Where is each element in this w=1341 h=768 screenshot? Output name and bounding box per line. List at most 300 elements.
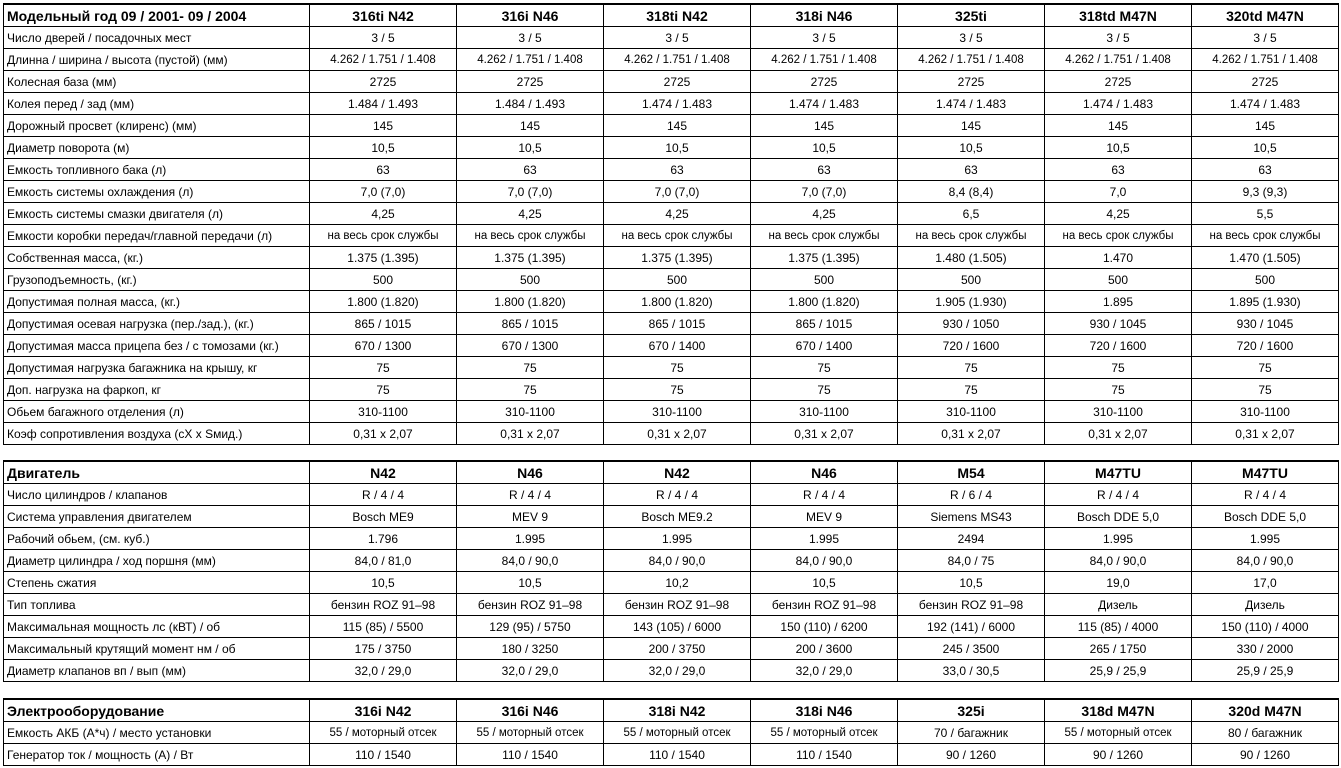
cell-value: 145 [1192, 115, 1339, 137]
cell-value: 63 [1192, 159, 1339, 181]
row-label: Длинна / ширина / высота (пустой) (мм) [4, 49, 310, 71]
cell-value: 75 [1045, 379, 1192, 401]
cell-value: 63 [457, 159, 604, 181]
cell-value: 3 / 5 [604, 27, 751, 49]
cell-value: 2725 [604, 71, 751, 93]
column-header: M47TU [1192, 461, 1339, 484]
cell-value: 115 (85) / 5500 [310, 616, 457, 638]
cell-value: 1.470 [1045, 247, 1192, 269]
column-header: 316ti N42 [310, 4, 457, 27]
cell-value: 865 / 1015 [457, 313, 604, 335]
cell-value: 265 / 1750 [1045, 638, 1192, 660]
cell-value: 145 [310, 115, 457, 137]
cell-value: 75 [604, 357, 751, 379]
table-row [4, 203, 1339, 225]
column-header: 318d M47N [1045, 699, 1192, 722]
row-label: Рабочий обьем, (см. куб.) [4, 528, 310, 550]
row-label: Собственная масса, (кг.) [4, 247, 310, 269]
cell-value: 310-1100 [310, 401, 457, 423]
table-header-row [4, 699, 1339, 722]
table-row [4, 616, 1339, 638]
row-label: Коэф сопротивления воздуха (cX x Sмид.) [4, 423, 310, 445]
cell-value: 5,5 [1192, 203, 1339, 225]
column-header: N42 [310, 461, 457, 484]
cell-value: на весь срок службы [1045, 225, 1192, 247]
table-row [4, 401, 1339, 423]
cell-value: 10,5 [310, 572, 457, 594]
cell-value: 670 / 1400 [604, 335, 751, 357]
cell-value: бензин ROZ 91–98 [898, 594, 1045, 616]
cell-value: 0,31 x 2,07 [1045, 423, 1192, 445]
row-label: Степень сжатия [4, 572, 310, 594]
cell-value: R / 6 / 4 [898, 484, 1045, 506]
cell-value: 1.474 / 1.483 [604, 93, 751, 115]
cell-value: 4,25 [604, 203, 751, 225]
column-header: 316i N46 [457, 699, 604, 722]
cell-value: 25,9 / 25,9 [1045, 660, 1192, 682]
cell-value: R / 4 / 4 [1045, 484, 1192, 506]
cell-value: 1.470 (1.505) [1192, 247, 1339, 269]
cell-value: Siemens MS43 [898, 506, 1045, 528]
cell-value: 70 / багажник [898, 722, 1045, 744]
cell-value: 2725 [310, 71, 457, 93]
table-row [4, 159, 1339, 181]
table-row [4, 506, 1339, 528]
cell-value: 4.262 / 1.751 / 1.408 [457, 49, 604, 71]
cell-value: 1.474 / 1.483 [1045, 93, 1192, 115]
table-row [4, 638, 1339, 660]
cell-value: 145 [751, 115, 898, 137]
cell-value: MEV 9 [751, 506, 898, 528]
cell-value: 1.474 / 1.483 [751, 93, 898, 115]
row-label: Грузоподъемность, (кг.) [4, 269, 310, 291]
row-label: Емкость системы смазки двигателя (л) [4, 203, 310, 225]
row-label: Система управления двигателем [4, 506, 310, 528]
cell-value: 1.800 (1.820) [604, 291, 751, 313]
cell-value: 1.995 [751, 528, 898, 550]
cell-value: 10,5 [457, 572, 604, 594]
cell-value: 145 [604, 115, 751, 137]
column-header: M47TU [1045, 461, 1192, 484]
cell-value: 670 / 1400 [751, 335, 898, 357]
row-label: Максимальный крутящий момент нм / об [4, 638, 310, 660]
cell-value: 90 / 1260 [898, 744, 1045, 766]
cell-value: 1.375 (1.395) [604, 247, 751, 269]
cell-value: 32,0 / 29,0 [604, 660, 751, 682]
cell-value: 6,5 [898, 203, 1045, 225]
cell-value: 865 / 1015 [310, 313, 457, 335]
cell-value: 1.375 (1.395) [310, 247, 457, 269]
cell-value: 3 / 5 [898, 27, 1045, 49]
cell-value: 110 / 1540 [604, 744, 751, 766]
column-header: 318i N46 [751, 699, 898, 722]
row-label: Колея перед / зад (мм) [4, 93, 310, 115]
cell-value: 4,25 [1045, 203, 1192, 225]
cell-value: 3 / 5 [310, 27, 457, 49]
column-header: 316i N46 [457, 4, 604, 27]
cell-value: 670 / 1300 [310, 335, 457, 357]
cell-value: бензин ROZ 91–98 [604, 594, 751, 616]
cell-value: 310-1100 [751, 401, 898, 423]
column-header: 325ti [898, 4, 1045, 27]
cell-value: 1.796 [310, 528, 457, 550]
section-title: Двигатель [4, 461, 310, 484]
cell-value: MEV 9 [457, 506, 604, 528]
cell-value: бензин ROZ 91–98 [457, 594, 604, 616]
cell-value: 670 / 1300 [457, 335, 604, 357]
cell-value: R / 4 / 4 [751, 484, 898, 506]
cell-value: 10,5 [1192, 137, 1339, 159]
row-label: Допустимая полная масса, (кг.) [4, 291, 310, 313]
cell-value: 865 / 1015 [604, 313, 751, 335]
cell-value: 75 [604, 379, 751, 401]
cell-value: 245 / 3500 [898, 638, 1045, 660]
cell-value: 150 (110) / 6200 [751, 616, 898, 638]
cell-value: 1.995 [1192, 528, 1339, 550]
cell-value: 75 [898, 379, 1045, 401]
cell-value: 55 / моторный отсек [1045, 722, 1192, 744]
cell-value: 500 [310, 269, 457, 291]
row-label: Емкости коробки передач/главной передачи (л) [4, 225, 310, 247]
cell-value: 200 / 3750 [604, 638, 751, 660]
row-label: Генератор ток / мощность (А) / Вт [4, 744, 310, 766]
cell-value: на весь срок службы [310, 225, 457, 247]
cell-value: 75 [457, 357, 604, 379]
cell-value: бензин ROZ 91–98 [751, 594, 898, 616]
cell-value: Bosch ME9 [310, 506, 457, 528]
cell-value: 4.262 / 1.751 / 1.408 [604, 49, 751, 71]
cell-value: 930 / 1045 [1192, 313, 1339, 335]
cell-value: 0,31 x 2,07 [310, 423, 457, 445]
cell-value: 33,0 / 30,5 [898, 660, 1045, 682]
cell-value: 9,3 (9,3) [1192, 181, 1339, 203]
cell-value: Bosch DDE 5,0 [1192, 506, 1339, 528]
cell-value: R / 4 / 4 [310, 484, 457, 506]
column-header: 318td M47N [1045, 4, 1192, 27]
cell-value: 3 / 5 [1045, 27, 1192, 49]
table-row [4, 93, 1339, 115]
cell-value: бензин ROZ 91–98 [310, 594, 457, 616]
column-header: 318i N42 [604, 699, 751, 722]
section-title: Модельный год 09 / 2001- 09 / 2004 [4, 4, 310, 27]
cell-value: 55 / моторный отсек [604, 722, 751, 744]
cell-value: 84,0 / 81,0 [310, 550, 457, 572]
cell-value: 1.800 (1.820) [751, 291, 898, 313]
table-row [4, 572, 1339, 594]
row-label: Число дверей / посадочных мест [4, 27, 310, 49]
cell-value: 500 [604, 269, 751, 291]
cell-value: R / 4 / 4 [604, 484, 751, 506]
cell-value: 145 [457, 115, 604, 137]
row-label: Допустимая осевая нагрузка (пер./зад.), (кг.) [4, 313, 310, 335]
electrical-specs-table [3, 698, 1339, 766]
cell-value: 10,5 [310, 137, 457, 159]
cell-value: на весь срок службы [898, 225, 1045, 247]
column-header: N42 [604, 461, 751, 484]
cell-value: на весь срок службы [1192, 225, 1339, 247]
cell-value: 90 / 1260 [1045, 744, 1192, 766]
cell-value: 10,5 [457, 137, 604, 159]
table-row [4, 291, 1339, 313]
table-row [4, 550, 1339, 572]
cell-value: 75 [310, 357, 457, 379]
cell-value: 0,31 x 2,07 [898, 423, 1045, 445]
cell-value: 10,5 [751, 572, 898, 594]
table-row [4, 594, 1339, 616]
cell-value: 0,31 x 2,07 [751, 423, 898, 445]
table-row [4, 357, 1339, 379]
cell-value: 90 / 1260 [1192, 744, 1339, 766]
cell-value: 500 [898, 269, 1045, 291]
cell-value: 32,0 / 29,0 [310, 660, 457, 682]
table-row [4, 744, 1339, 766]
cell-value: 32,0 / 29,0 [751, 660, 898, 682]
cell-value: 500 [1192, 269, 1339, 291]
cell-value: 1.995 [457, 528, 604, 550]
cell-value: 75 [1192, 379, 1339, 401]
cell-value: 10,5 [898, 572, 1045, 594]
table-row [4, 335, 1339, 357]
cell-value: 310-1100 [1045, 401, 1192, 423]
row-label: Максимальная мощность лс (кВТ) / об [4, 616, 310, 638]
row-label: Обьем багажного отделения (л) [4, 401, 310, 423]
cell-value: 4.262 / 1.751 / 1.408 [751, 49, 898, 71]
row-label: Колесная база (мм) [4, 71, 310, 93]
cell-value: 1.484 / 1.493 [310, 93, 457, 115]
column-header: 320td M47N [1192, 4, 1339, 27]
table-row [4, 423, 1339, 445]
cell-value: 110 / 1540 [310, 744, 457, 766]
cell-value: 10,5 [604, 137, 751, 159]
cell-value: 84,0 / 90,0 [604, 550, 751, 572]
cell-value: 1.474 / 1.483 [898, 93, 1045, 115]
cell-value: 4.262 / 1.751 / 1.408 [898, 49, 1045, 71]
row-label: Доп. нагрузка на фаркоп, кг [4, 379, 310, 401]
cell-value: 4,25 [751, 203, 898, 225]
cell-value: Дизель [1045, 594, 1192, 616]
cell-value: 10,2 [604, 572, 751, 594]
engine-specs-table [3, 460, 1339, 682]
table-row [4, 247, 1339, 269]
cell-value: 500 [457, 269, 604, 291]
cell-value: 0,31 x 2,07 [604, 423, 751, 445]
table-header-row [4, 461, 1339, 484]
row-label: Диаметр клапанов вп / вып (мм) [4, 660, 310, 682]
cell-value: 192 (141) / 6000 [898, 616, 1045, 638]
table-row [4, 269, 1339, 291]
cell-value: 2725 [898, 71, 1045, 93]
column-header: N46 [751, 461, 898, 484]
cell-value: R / 4 / 4 [1192, 484, 1339, 506]
cell-value: 2725 [751, 71, 898, 93]
cell-value: 4.262 / 1.751 / 1.408 [1192, 49, 1339, 71]
cell-value: 7,0 (7,0) [604, 181, 751, 203]
cell-value: 4,25 [457, 203, 604, 225]
cell-value: 930 / 1045 [1045, 313, 1192, 335]
cell-value: 75 [310, 379, 457, 401]
row-label: Допустимая нагрузка багажника на крышу, кг [4, 357, 310, 379]
cell-value: 19,0 [1045, 572, 1192, 594]
row-label: Число цилиндров / клапанов [4, 484, 310, 506]
cell-value: 143 (105) / 6000 [604, 616, 751, 638]
cell-value: 1.480 (1.505) [898, 247, 1045, 269]
column-header: M54 [898, 461, 1045, 484]
cell-value: 63 [898, 159, 1045, 181]
cell-value: 84,0 / 75 [898, 550, 1045, 572]
cell-value: Дизель [1192, 594, 1339, 616]
cell-value: 84,0 / 90,0 [457, 550, 604, 572]
cell-value: 7,0 [1045, 181, 1192, 203]
cell-value: 0,31 x 2,07 [457, 423, 604, 445]
table-row [4, 225, 1339, 247]
cell-value: 310-1100 [1192, 401, 1339, 423]
cell-value: 1.905 (1.930) [898, 291, 1045, 313]
cell-value: 1.895 (1.930) [1192, 291, 1339, 313]
cell-value: на весь срок службы [457, 225, 604, 247]
cell-value: 1.995 [1045, 528, 1192, 550]
cell-value: 4.262 / 1.751 / 1.408 [310, 49, 457, 71]
cell-value: 17,0 [1192, 572, 1339, 594]
cell-value: 1.800 (1.820) [457, 291, 604, 313]
cell-value: 500 [1045, 269, 1192, 291]
section-title: Электрооборудование [4, 699, 310, 722]
cell-value: 10,5 [898, 137, 1045, 159]
cell-value: 865 / 1015 [751, 313, 898, 335]
table-row [4, 115, 1339, 137]
row-label: Допустимая масса прицепа без / с томозами (кг.) [4, 335, 310, 357]
column-header: 318ti N42 [604, 4, 751, 27]
table-row [4, 528, 1339, 550]
cell-value: Bosch DDE 5,0 [1045, 506, 1192, 528]
cell-value: 63 [751, 159, 898, 181]
cell-value: 1.375 (1.395) [751, 247, 898, 269]
cell-value: 1.484 / 1.493 [457, 93, 604, 115]
column-header: 320d M47N [1192, 699, 1339, 722]
cell-value: 55 / моторный отсек [457, 722, 604, 744]
table-row [4, 49, 1339, 71]
cell-value: 63 [310, 159, 457, 181]
cell-value: 84,0 / 90,0 [1192, 550, 1339, 572]
row-label: Емкость топливного бака (л) [4, 159, 310, 181]
cell-value: 310-1100 [604, 401, 751, 423]
row-label: Тип топлива [4, 594, 310, 616]
cell-value: 1.895 [1045, 291, 1192, 313]
cell-value: 8,4 (8,4) [898, 181, 1045, 203]
cell-value: 2725 [1192, 71, 1339, 93]
cell-value: 175 / 3750 [310, 638, 457, 660]
cell-value: 3 / 5 [1192, 27, 1339, 49]
cell-value: 2725 [1045, 71, 1192, 93]
cell-value: 32,0 / 29,0 [457, 660, 604, 682]
cell-value: 720 / 1600 [1192, 335, 1339, 357]
cell-value: 7,0 (7,0) [751, 181, 898, 203]
column-header: N46 [457, 461, 604, 484]
cell-value: 10,5 [1045, 137, 1192, 159]
cell-value: 330 / 2000 [1192, 638, 1339, 660]
cell-value: 129 (95) / 5750 [457, 616, 604, 638]
cell-value: 75 [751, 357, 898, 379]
table-row [4, 27, 1339, 49]
cell-value: 55 / моторный отсек [310, 722, 457, 744]
cell-value: 10,5 [751, 137, 898, 159]
row-label: Емкость системы охлаждения (л) [4, 181, 310, 203]
row-label: Диаметр цилиндра / ход поршня (мм) [4, 550, 310, 572]
cell-value: 63 [1045, 159, 1192, 181]
cell-value: на весь срок службы [604, 225, 751, 247]
cell-value: 150 (110) / 4000 [1192, 616, 1339, 638]
cell-value: 63 [604, 159, 751, 181]
column-header: 325i [898, 699, 1045, 722]
column-header: 318i N46 [751, 4, 898, 27]
cell-value: 80 / багажник [1192, 722, 1339, 744]
cell-value: Bosch ME9.2 [604, 506, 751, 528]
cell-value: 3 / 5 [751, 27, 898, 49]
cell-value: 145 [898, 115, 1045, 137]
cell-value: 180 / 3250 [457, 638, 604, 660]
cell-value: 310-1100 [898, 401, 1045, 423]
cell-value: 7,0 (7,0) [310, 181, 457, 203]
cell-value: 2725 [457, 71, 604, 93]
cell-value: 720 / 1600 [1045, 335, 1192, 357]
cell-value: 500 [751, 269, 898, 291]
table-row [4, 722, 1339, 744]
cell-value: 1.474 / 1.483 [1192, 93, 1339, 115]
table-row [4, 71, 1339, 93]
table-row [4, 484, 1339, 506]
cell-value: 930 / 1050 [898, 313, 1045, 335]
table-header-row [4, 4, 1339, 27]
cell-value: 84,0 / 90,0 [1045, 550, 1192, 572]
cell-value: 145 [1045, 115, 1192, 137]
column-header: 316i N42 [310, 699, 457, 722]
cell-value: 25,9 / 25,9 [1192, 660, 1339, 682]
table-row [4, 313, 1339, 335]
cell-value: на весь срок службы [751, 225, 898, 247]
cell-value: 84,0 / 90,0 [751, 550, 898, 572]
cell-value: 7,0 (7,0) [457, 181, 604, 203]
row-label: Дорожный просвет (клиренс) (мм) [4, 115, 310, 137]
cell-value: 0,31 x 2,07 [1192, 423, 1339, 445]
cell-value: 115 (85) / 4000 [1045, 616, 1192, 638]
cell-value: R / 4 / 4 [457, 484, 604, 506]
row-label: Емкость АКБ (А*ч) / место установки [4, 722, 310, 744]
cell-value: 1.375 (1.395) [457, 247, 604, 269]
row-label: Диаметр поворота (м) [4, 137, 310, 159]
table-row [4, 379, 1339, 401]
cell-value: 2494 [898, 528, 1045, 550]
cell-value: 4.262 / 1.751 / 1.408 [1045, 49, 1192, 71]
cell-value: 1.800 (1.820) [310, 291, 457, 313]
general-specs-table [3, 3, 1339, 445]
cell-value: 75 [1192, 357, 1339, 379]
cell-value: 75 [751, 379, 898, 401]
cell-value: 55 / моторный отсек [751, 722, 898, 744]
cell-value: 75 [457, 379, 604, 401]
cell-value: 4,25 [310, 203, 457, 225]
cell-value: 720 / 1600 [898, 335, 1045, 357]
cell-value: 75 [898, 357, 1045, 379]
table-row [4, 660, 1339, 682]
cell-value: 110 / 1540 [751, 744, 898, 766]
cell-value: 3 / 5 [457, 27, 604, 49]
cell-value: 110 / 1540 [457, 744, 604, 766]
cell-value: 200 / 3600 [751, 638, 898, 660]
table-row [4, 137, 1339, 159]
cell-value: 75 [1045, 357, 1192, 379]
cell-value: 310-1100 [457, 401, 604, 423]
table-row [4, 181, 1339, 203]
cell-value: 1.995 [604, 528, 751, 550]
